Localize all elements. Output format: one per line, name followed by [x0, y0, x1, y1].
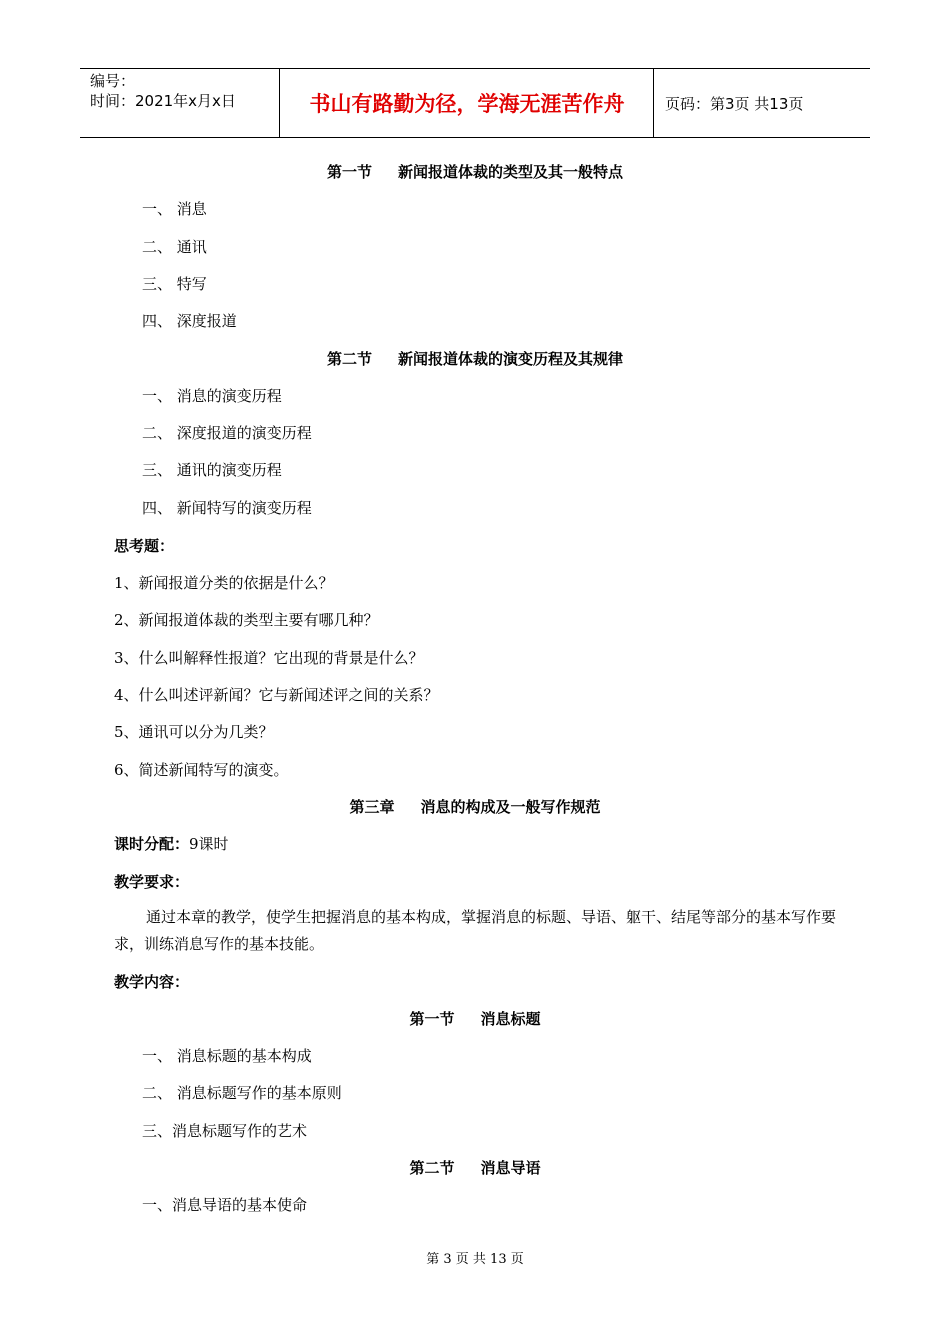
list-item: 二、 通讯	[142, 238, 207, 256]
list-item: 一、 消息标题的基本构成	[142, 1047, 312, 1065]
list-item: 二、 消息标题写作的基本原则	[142, 1084, 342, 1102]
question-item: 5、通讯可以分为几类？	[114, 723, 274, 741]
document-header	[80, 68, 870, 138]
question-item: 6、简述新闻特写的演变。	[114, 761, 289, 779]
content-label: 教学内容：	[114, 973, 190, 991]
header-number-label: 编号：	[90, 72, 136, 90]
section-1-title: 第一节 新闻报道体裁的类型及其一般特点	[326, 163, 624, 181]
header-motto: 书山有路勤为径，学海无涯苦作舟	[281, 69, 654, 137]
page-footer: 第 3 页 共 13 页	[426, 1252, 524, 1267]
header-time-label: 时间：2021年x月x日	[90, 92, 236, 110]
list-item: 四、 深度报道	[142, 312, 237, 330]
list-item: 二、 深度报道的演变历程	[142, 424, 312, 442]
requirements-label: 教学要求：	[114, 873, 190, 891]
list-item: 三、 特写	[142, 275, 207, 293]
question-item: 2、新闻报道体裁的类型主要有哪几种？	[114, 611, 379, 629]
question-item: 3、什么叫解释性报道？它出现的背景是什么？	[114, 649, 424, 667]
requirements-text: 通过本章的教学，使学生把握消息的基本构成，掌握消息的标题、导语、躯干、结尾等部分的基本写作要求，训练消息写作的基本技能。	[114, 908, 837, 953]
header-page-info: 页码：第3页 共13页	[665, 94, 804, 113]
list-item: 一、 消息的演变历程	[142, 387, 282, 405]
question-item: 4、什么叫述评新闻？它与新闻述评之间的关系？	[114, 686, 439, 704]
question-item: 1、新闻报道分类的依据是什么？	[114, 574, 334, 592]
list-item: 一、消息导语的基本使命	[142, 1196, 308, 1214]
section-2-title: 第二节 新闻报道体裁的演变历程及其规律	[326, 350, 624, 368]
list-item: 一、 消息	[142, 200, 207, 218]
header-meta-cell	[80, 69, 280, 137]
questions-label: 思考题：	[114, 537, 175, 555]
hours-line: 课时分配：9课时	[114, 835, 229, 853]
chapter-3-title: 第三章 消息的构成及一般写作规范	[349, 798, 601, 816]
list-item: 三、消息标题写作的艺术	[142, 1122, 308, 1140]
list-item: 三、 通讯的演变历程	[142, 461, 282, 479]
content-section-1-title: 第一节 消息标题	[409, 1010, 541, 1028]
list-item: 四、 新闻特写的演变历程	[142, 499, 312, 517]
content-section-2-title: 第二节 消息导语	[409, 1159, 541, 1177]
